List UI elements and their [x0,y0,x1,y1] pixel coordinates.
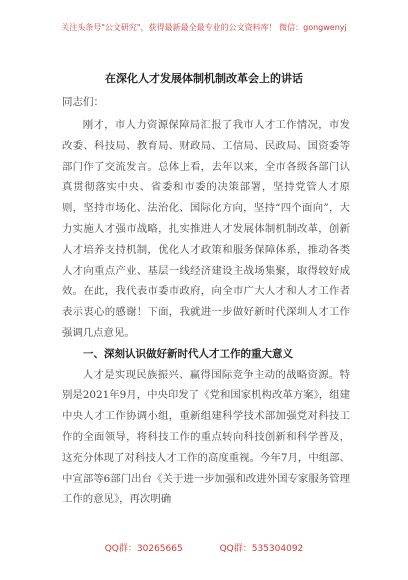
qq-group-2: QQ群：535304092 [219,544,304,554]
paragraph: 人才是实现民族振兴、赢得国际竞争主动的战略资源。特别是2021年9月，中央印发了《党和国家机构改革方案》，组建中央人才工作协调小组，重新组建科学技术部加强党对科技工作的全面领导，将科技工作的重点转向科技创新和科学普及，这充分体现了对科技人才工作的高度重视。今年7月，中组部、中宣部等6部门出台《关于进一步加强和改进外国专家服务管理工作的意见》，再次明确 [62,368,350,506]
document-title: 在深化人才发展体制机制改革会上的讲话 [105,72,303,85]
qq-group-1: QQ群：30265665 [104,544,183,554]
footer [0,541,408,554]
section-heading: 一、深刻认识做好新时代人才工作的重大意义 [83,347,293,360]
document-body [62,115,350,510]
header-note: 关注头条号"公文研究"，获得最新最全最专业的公文资料库！ 微信：gongwenyj [61,23,347,32]
paragraph: 刚才，市人力资源保障局汇报了我市人才工作情况，市发改委、科技局、教育局、财政局、工信局、民政局、国资委等部门作了交流发言。总体上看，去年以来，全市各级各部门认真贯彻落实中央、省委和市委的决策部署，坚持党管人才原则，坚持市场化、法治化、国际化方向，坚持“四个面向”，大力实施人才强市战略，扎实推进人才发展体制机制改革，创新人才培养支持机制，优化人才政策和服务保障体系，推动各类人才向重点产业、基层一线经济建设主战场集聚，取得较好成效。在此，我代表市委市政府，向全市广大人才和人才工作者表示衷心的感谢！下面，我就进一步做好新时代深圳人才工作强调几点意见。 [62,119,350,339]
salutation: 同志们： [62,96,104,108]
